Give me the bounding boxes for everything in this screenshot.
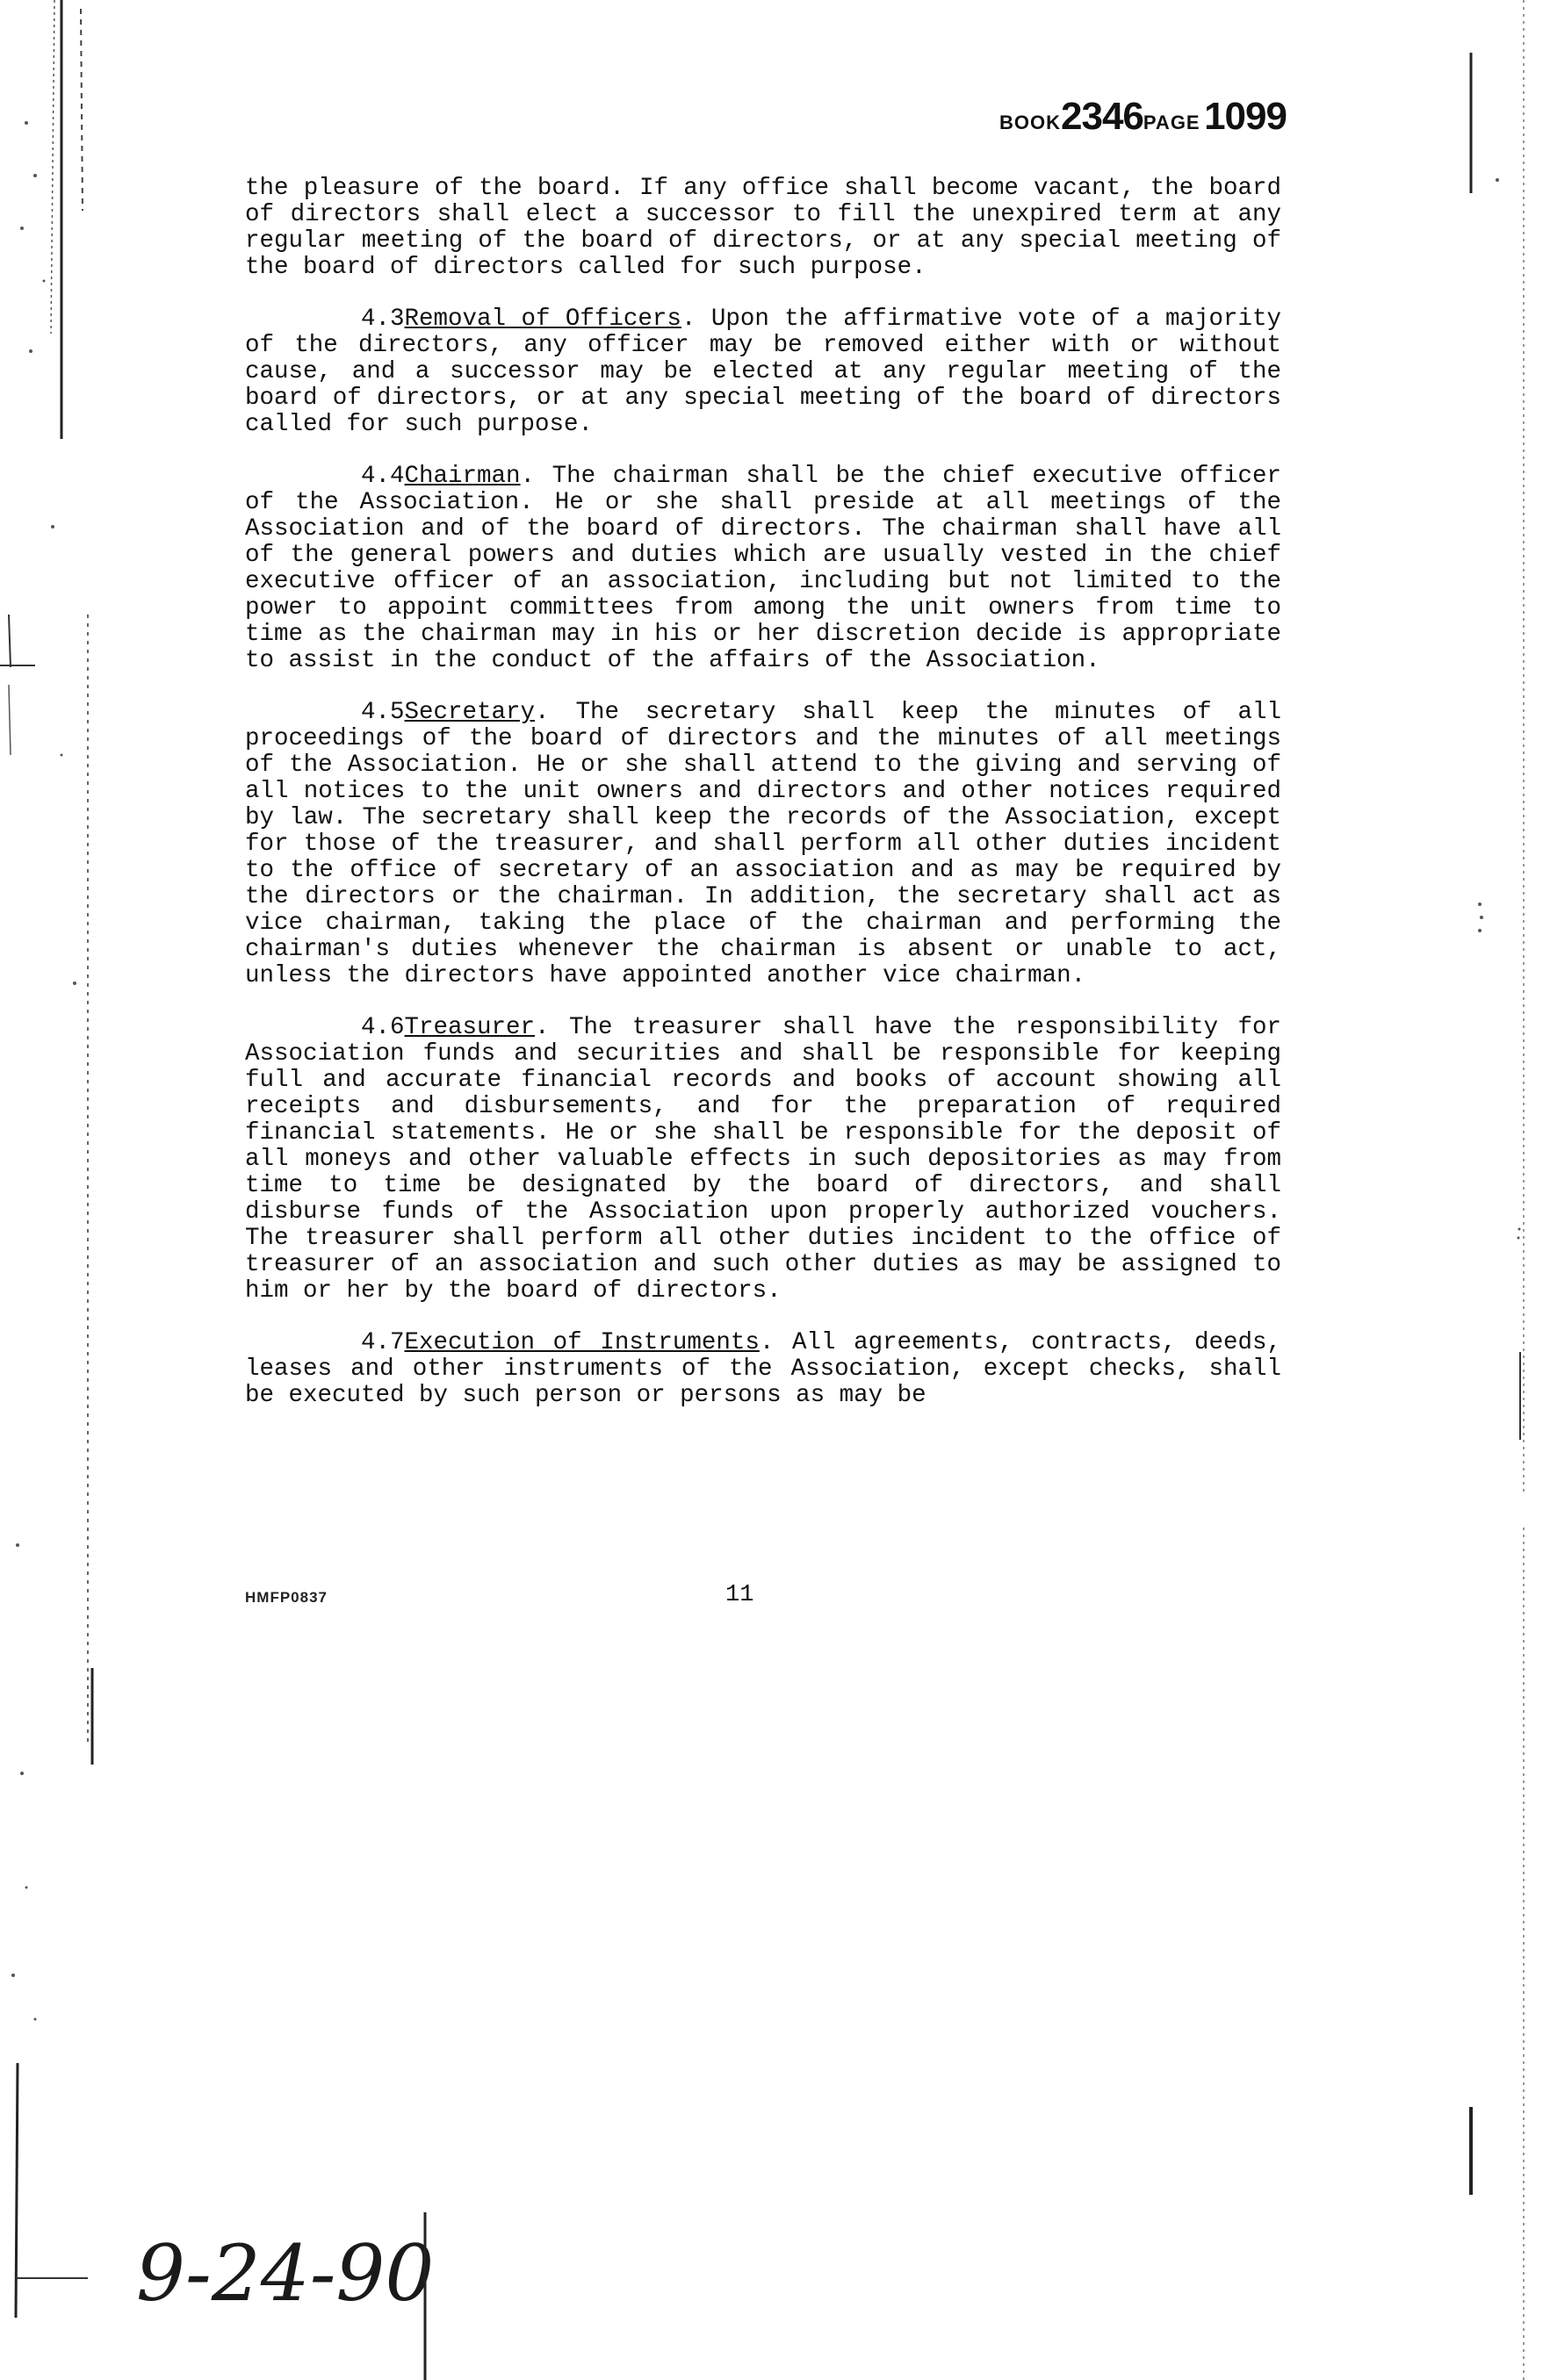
section-text: . The secretary shall keep the minutes of all proceedings of the board of directors and the minutes of all meetings of the Association. He or she shall attend to the giving and serving of all notices to the unit owners and directors and other notices required by law. The secretary shall keep the records of the Association, except for those of the treasurer, and shall perform all other duties incident to the office of secretary of an association and as may be required by the directors or the chairman. In addition, the secretary shall act as vice chairman, taking the place of the chairman and performing the chairman's duties whenever the chairman is absent or unable to act, unless the directors have appointed another vice chairman.	[245, 699, 1281, 989]
paragraph-intro: the pleasure of the board. If any office shall become vacant, the board of directors shall elect a successor to fill the unexpired term at any regular meeting of the board of directors, or at any special meeting of the board of directors called for such purpose.	[245, 175, 1281, 281]
section-number: 4.5	[361, 699, 405, 726]
section-heading: Execution of Instruments	[404, 1329, 760, 1356]
document-code: HMFP0837	[245, 1589, 328, 1606]
book-label: BOOK	[999, 111, 1061, 133]
page-number-stamp: 1099	[1204, 95, 1287, 138]
section-4-5	[245, 700, 1281, 989]
scan-margin-right	[1445, 0, 1550, 2380]
section-number: 4.7	[361, 1329, 405, 1356]
bylaws-body	[245, 176, 1281, 1434]
section-text: . All agreements, contracts, deeds, leases and other instruments of the Association, except checks, shall be executed by such person or persons as may be	[245, 1329, 1281, 1409]
section-number: 4.3	[361, 306, 405, 333]
section-4-3	[245, 306, 1281, 438]
section-text: . The treasurer shall have the responsibility for Association funds and securities and shall be responsible for keeping full and accurate financial records and books of account showing all receipts and disbursements, and for the preparation of required financial statements. He or she shall be responsible for the deposit of all moneys and other valuable effects in such depositories as may from time to time be designated by the board of directors, and shall disburse funds of the Association upon properly authorized vouchers. The treasurer shall perform all other duties incident to the office of treasurer of an association and such other duties as may be assigned to him or her by the board of directors.	[245, 1014, 1281, 1305]
section-number: 4.4	[361, 463, 405, 490]
section-heading: Secretary	[404, 699, 536, 726]
section-heading: Removal of Officers	[404, 306, 681, 333]
section-heading: Treasurer	[404, 1014, 536, 1041]
section-4-7	[245, 1330, 1281, 1409]
section-4-4	[245, 464, 1281, 674]
page-label: PAGE	[1143, 111, 1200, 133]
handwritten-date	[132, 2195, 439, 2380]
page-number: 11	[725, 1582, 754, 1608]
book-page-stamp	[999, 95, 1287, 139]
handwritten-date-text: 9-24-90	[136, 2228, 435, 2319]
section-text: . Upon the affirmative vote of a majority of the directors, any officer may be removed either with or without cause, and a successor may be elected at any regular meeting of the board of directors, or at any special meeting of the board of directors called for such purpose.	[245, 306, 1281, 438]
section-number: 4.6	[361, 1014, 405, 1041]
book-number: 2346	[1061, 95, 1143, 138]
section-4-6	[245, 1015, 1281, 1305]
section-heading: Chairman	[404, 463, 521, 490]
section-text: . The chairman shall be the chief executive officer of the Association. He or she shall preside at all meetings of the Association and of the board of directors. The chairman shall have all of the general powers and duties which are usually vested in the chief executive officer of an association, including but not limited to the power to appoint committees from among the unit owners from time to time as the chairman may in his or her discretion decide is appropriate to assist in the conduct of the affairs of the Association.	[245, 463, 1281, 674]
scan-margin-left	[0, 0, 105, 2380]
